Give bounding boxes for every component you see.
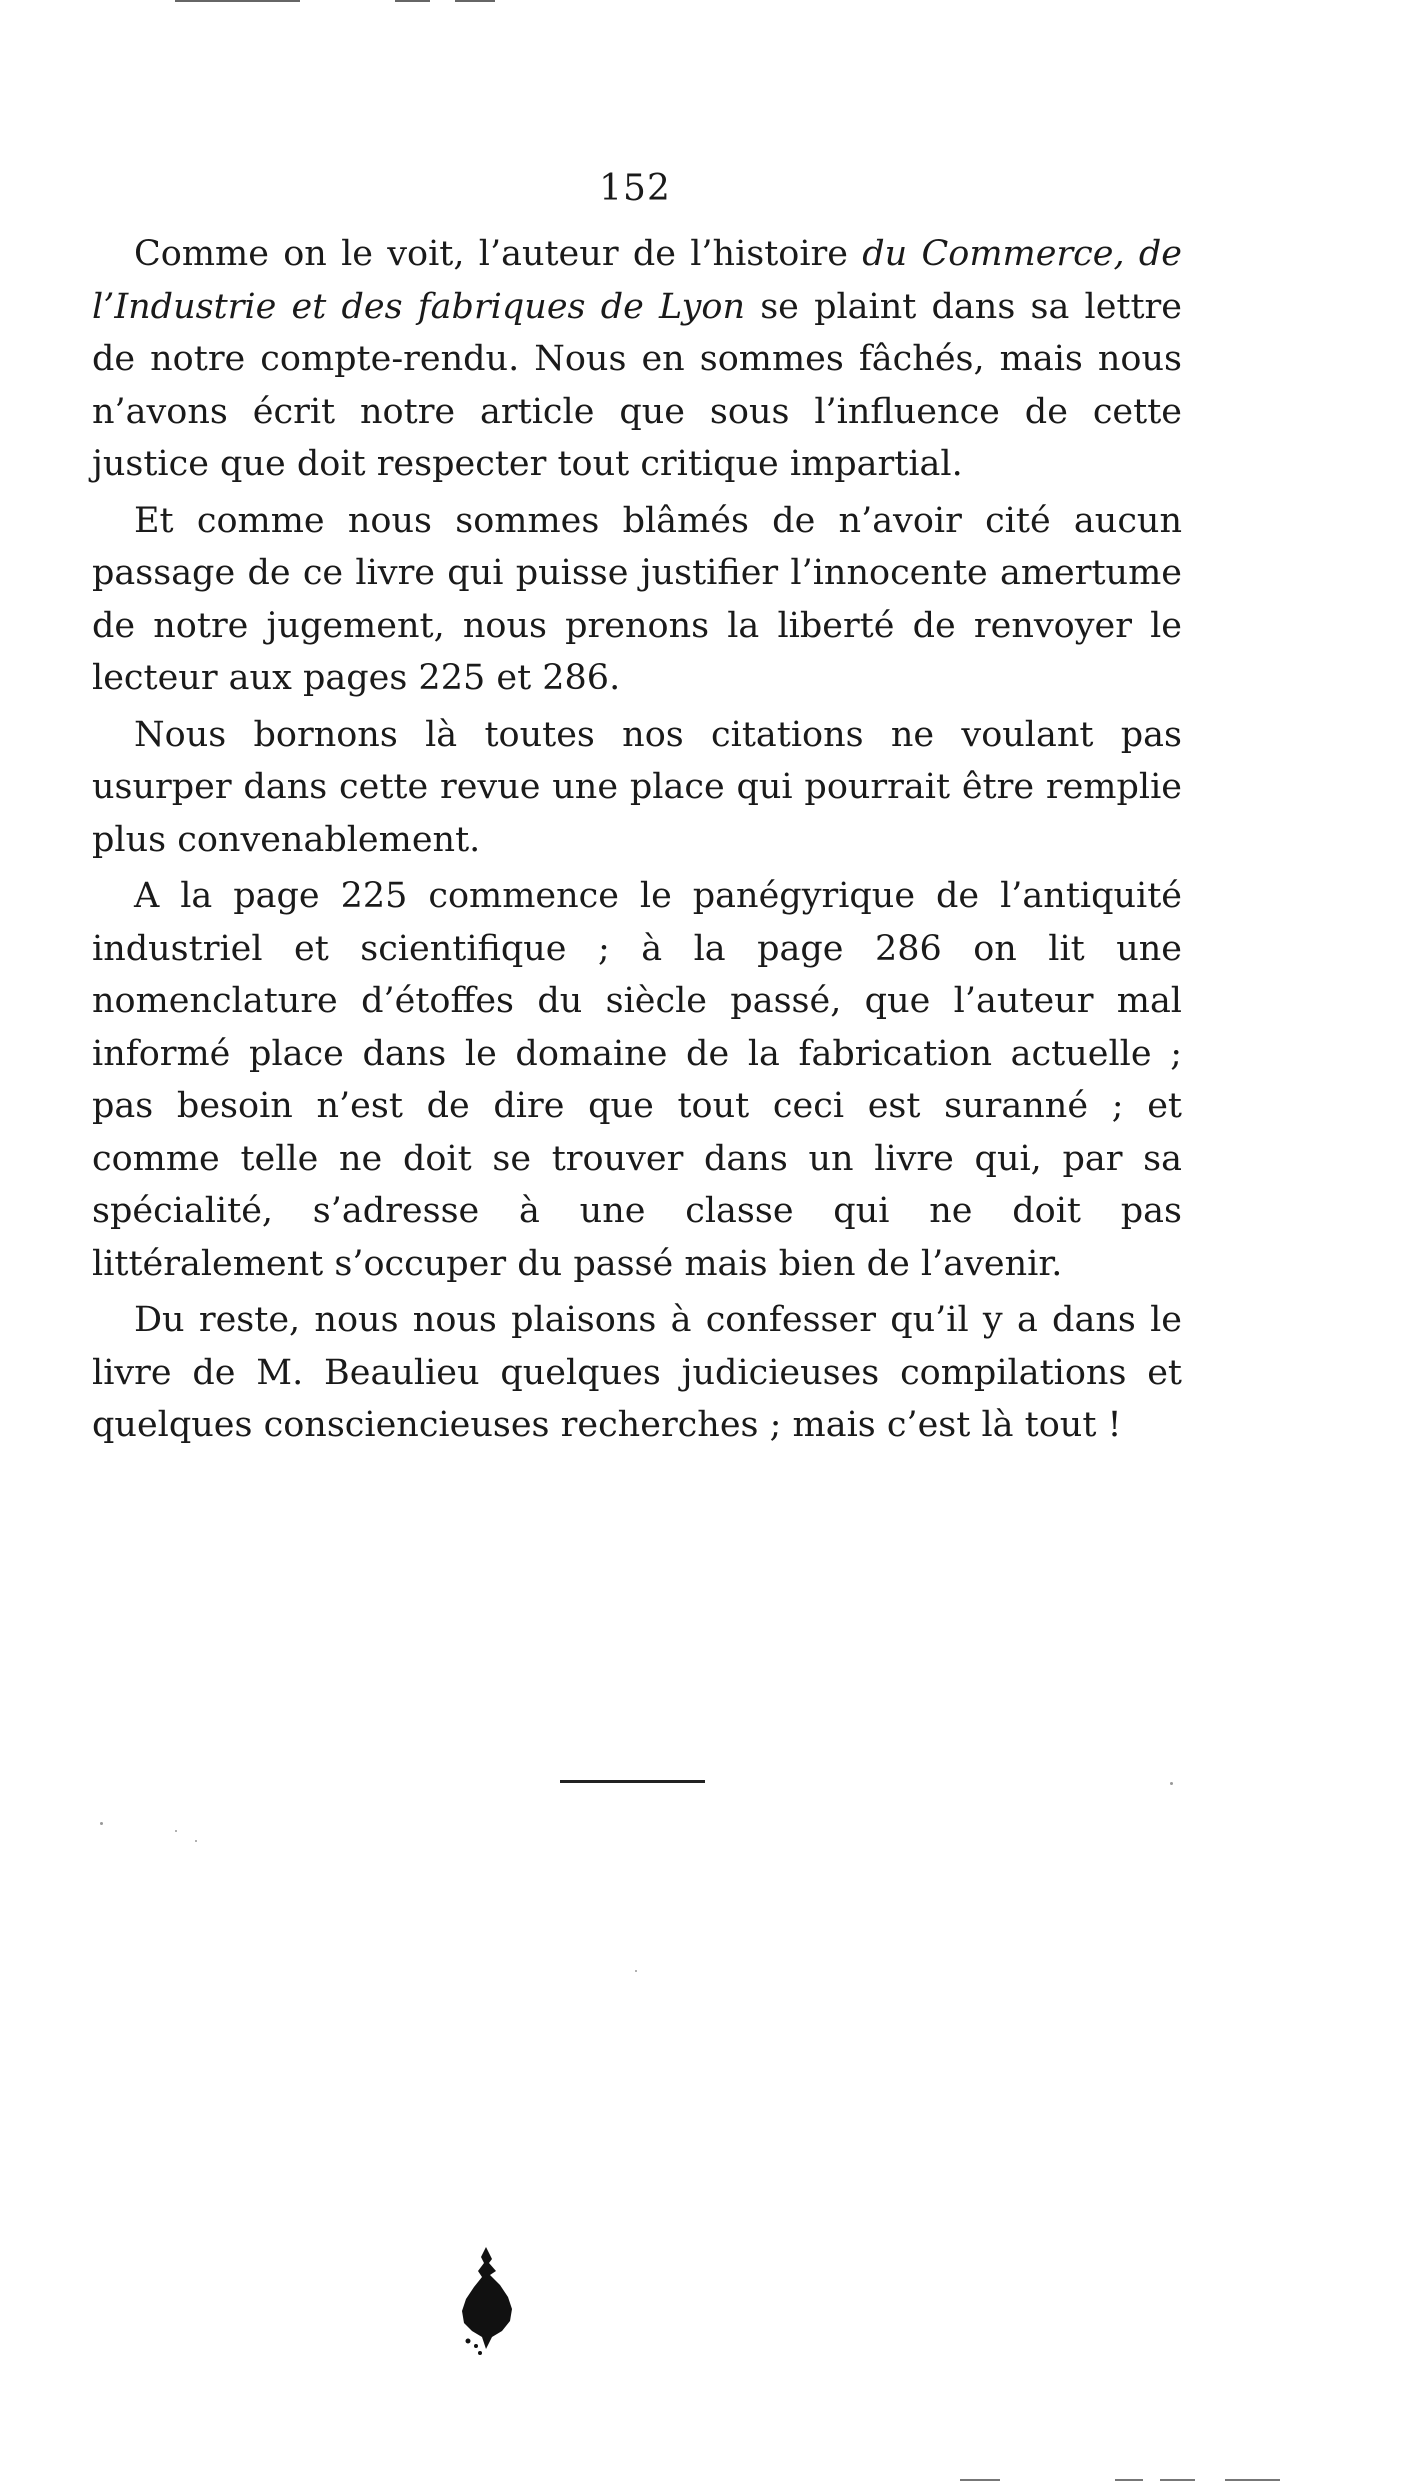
bottom-edge-rule [1160,2479,1195,2481]
top-edge-rule [455,0,495,2]
bottom-edge-rule [1225,2479,1280,2481]
bottom-edge-rule [960,2479,1000,2481]
paragraph-2: Et comme nous sommes blâmés de n’avoir cité aucun passage de ce livre qui puisse justifier l’innocente amertume de notre jugement, nous prenons la liberté de renvoyer le lecteur aux pages 225 et 286. [92,500,1182,698]
paragraph-5: Du reste, nous nous plaisons à confesser qu’il y a dans le livre de M. Beaulieu quelques judicieuses compilations et quelques consciencieuses recherches ; mais c’est là tout ! [92,1300,1182,1445]
section-end-rule [560,1780,705,1783]
paper-speck [195,1840,197,1842]
paper-speck [1170,1782,1173,1785]
paragraph-4: A la page 225 commence le panégyrique de l’antiquité industriel et scientifique ; à la page 286 on lit une nomenclature d’étoffes du siècle passé, que l’auteur mal informé place dans le domaine de la fabrication actuelle ; pas besoin n’est de dire que tout ceci est suranné ; et comme telle ne doit se trouver dans un livre qui, par sa spécialité, s’adresse à une classe qui ne doit pas littéralement s’occuper du passé mais bien de l’avenir. [92,876,1182,1284]
bottom-edge-rule [1115,2479,1143,2481]
paragraph-1-rest: se plaint dans sa lettre de notre compte-rendu. Nous en sommes fâchés, mais nous n’avons écrit notre article que sous l’influence de cette justice que doit respecter tout critique impartial. [92,286,1182,484]
paragraph-1 [92,228,1182,491]
top-edge-rule [395,0,430,2]
paragraph-1-lead: Comme on le voit, l’auteur de l’histoire [134,234,863,274]
book-title: du Commerce, de l’Industrie et des fabriques de Lyon [92,234,1182,327]
paper-speck [175,1830,177,1832]
paragraph-3: Nous bornons là toutes nos citations ne voulant pas usurper dans cette revue une place qui pourrait être remplie plus convenablement. [92,714,1182,860]
paper-speck [100,1822,103,1825]
printer-ornament-icon [456,2245,516,2355]
paper-speck [635,1970,637,1972]
page-number: 152 [599,168,671,209]
top-edge-rule [175,0,300,2]
body-text [92,228,1182,1456]
